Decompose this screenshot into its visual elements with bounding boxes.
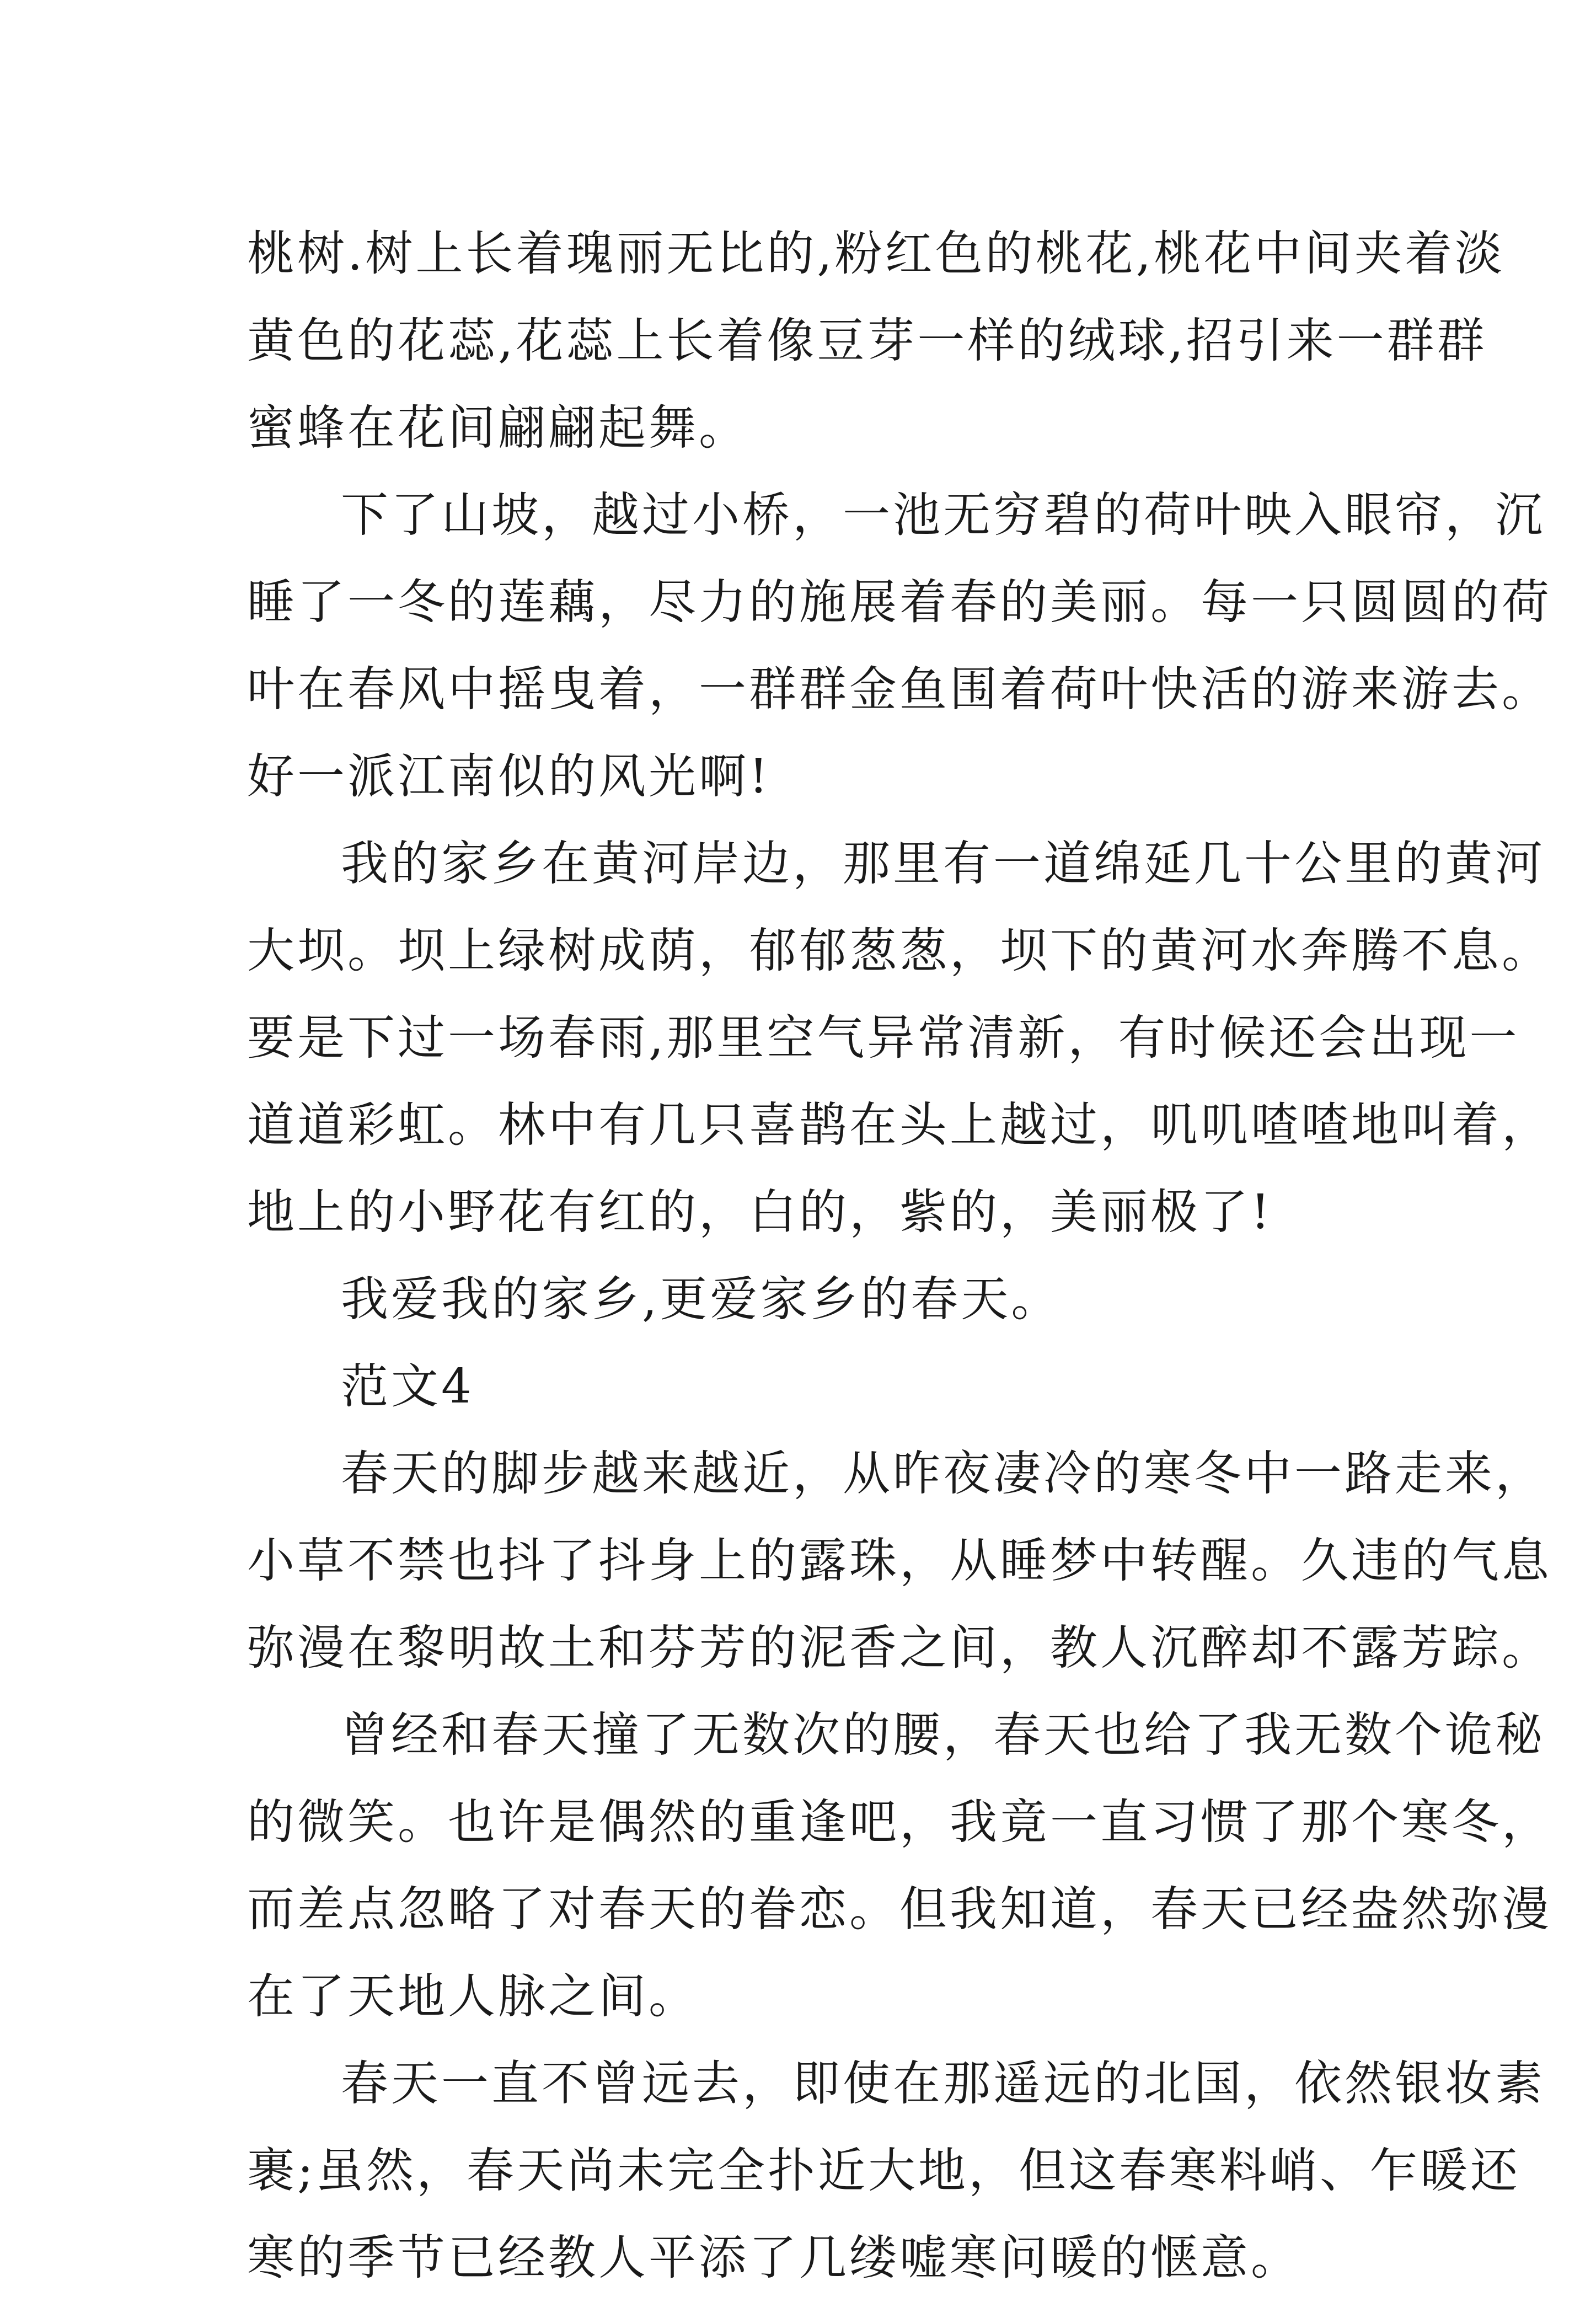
text-line-18: 曾经和春天撞了无数次的腰，春天也给了我无数个诡秘 bbox=[341, 1707, 1545, 1763]
text-line-8: 我的家乡在黄河岸边，那里有一道绵延几十公里的黄河 bbox=[341, 836, 1545, 891]
text-line-7: 好一派江南似的风光啊! bbox=[247, 749, 771, 804]
text-line-5: 睡了一冬的莲藕，尽力的施展着春的美丽。每一只圆圆的荷 bbox=[247, 575, 1552, 630]
text-line-22: 春天一直不曾远去，即使在那遥远的北国，依然银妆素 bbox=[341, 2056, 1545, 2111]
text-line-11: 道道彩虹。林中有几只喜鹊在头上越过，叽叽喳喳地叫着， bbox=[247, 1098, 1552, 1153]
text-line-20: 而差点忽略了对春天的眷恋。但我知道，春天已经盎然弥漫 bbox=[247, 1882, 1552, 1937]
text-line-4: 下了山坡，越过小桥，一池无穷碧的荷叶映入眼帘，沉 bbox=[341, 488, 1545, 543]
text-line-12: 地上的小野花有红的，白的，紫的，美丽极了! bbox=[247, 1185, 1273, 1240]
text-line-1: 桃树.树上长着瑰丽无比的,粉红色的桃花,桃花中间夹着淡 bbox=[247, 226, 1506, 281]
text-line-3: 蜜蜂在花间翩翩起舞。 bbox=[247, 400, 749, 456]
text-line-15: 春天的脚步越来越近，从昨夜凄冷的寒冬中一路走来， bbox=[341, 1446, 1545, 1501]
text-line-6: 叶在春风中摇曳着，一群群金鱼围着荷叶快活的游来游去。 bbox=[247, 662, 1552, 717]
text-line-21: 在了天地人脉之间。 bbox=[247, 1969, 699, 2024]
text-line-23: 裹;虽然，春天尚未完全扑近大地，但这春寒料峭、乍暖还 bbox=[247, 2143, 1520, 2198]
text-line-24: 寒的季节已经教人平添了几缕嘘寒问暖的惬意。 bbox=[247, 2230, 1301, 2285]
text-line-9: 大坝。坝上绿树成荫，郁郁葱葱，坝下的黄河水奔腾不息。 bbox=[247, 923, 1552, 978]
text-line-10: 要是下过一场春雨,那里空气异常清新，有时候还会出现一 bbox=[247, 1010, 1520, 1066]
section-heading: 范文4 bbox=[341, 1359, 474, 1414]
text-line-19: 的微笑。也许是偶然的重逢吧，我竟一直习惯了那个寒冬， bbox=[247, 1795, 1552, 1850]
text-line-2: 黄色的花蕊,花蕊上长着像豆芽一样的绒球,招引来一群群 bbox=[247, 313, 1487, 368]
text-line-17: 弥漫在黎明故土和芬芳的泥香之间，教人沉醉却不露芳踪。 bbox=[247, 1620, 1552, 1675]
text-line-16: 小草不禁也抖了抖身上的露珠，从睡梦中转醒。久违的气息 bbox=[247, 1533, 1552, 1588]
text-line-13: 我爱我的家乡,更爱家乡的春天。 bbox=[341, 1272, 1062, 1327]
